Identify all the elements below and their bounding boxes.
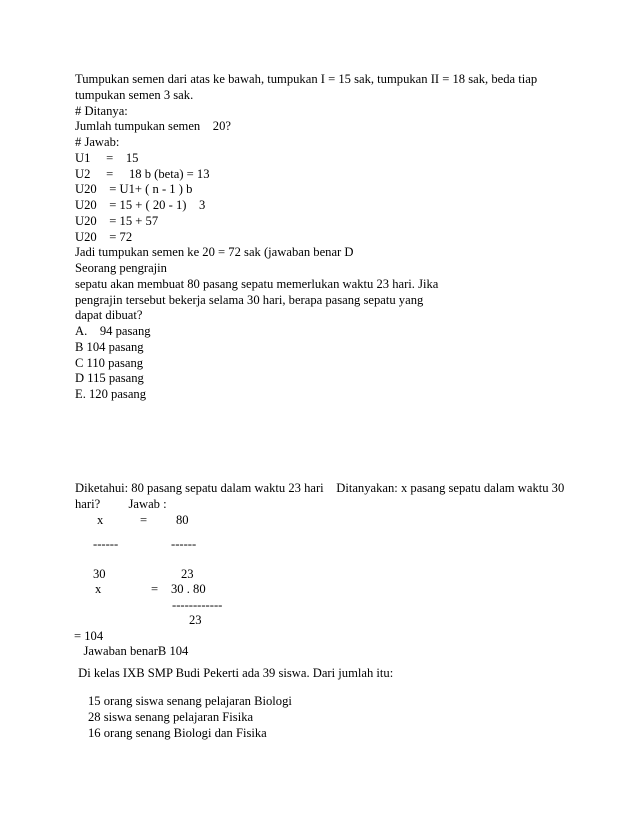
fraction-bar: ------ <box>171 537 197 551</box>
text-line: U20 = 72 <box>75 230 133 244</box>
product-expression: 30 . 80 <box>171 582 206 596</box>
equals-sign: = <box>151 582 159 596</box>
text-line: U20 = U1+ ( n - 1 ) b <box>75 182 193 196</box>
option-d: D 115 pasang <box>75 371 144 385</box>
text-line: # Ditanya: <box>75 104 128 118</box>
text-line: Jumlah tumpukan semen 20? <box>75 119 231 133</box>
text-line: Seorang pengrajin <box>75 261 167 275</box>
variable-x: x <box>95 582 102 596</box>
text-line: dapat dibuat? <box>75 308 143 322</box>
value-30: 30 <box>93 567 106 581</box>
text-line: Jadi tumpukan semen ke 20 = 72 sak (jawaban benar D <box>75 245 354 259</box>
final-answer: Jawaban benarB 104 <box>74 644 189 658</box>
given-line: Diketahui: 80 pasang sepatu dalam waktu 23 hari Ditanyakan: x pasang sepatu dalam waktu 30 <box>75 481 565 495</box>
option-e: E. 120 pasang <box>75 387 146 401</box>
value-23: 23 <box>189 613 202 627</box>
list-item: 15 orang siswa senang pelajaran Biologi <box>88 694 292 708</box>
text-line: U2 = 18 b (beta) = 13 <box>75 167 210 181</box>
value-23: 23 <box>181 567 194 581</box>
answer-heading: hari? Jawab : <box>75 497 167 511</box>
value-80: 80 <box>176 513 189 527</box>
text-line: tumpukan semen 3 sak. <box>75 88 194 102</box>
option-a: A. 94 pasang <box>75 324 151 338</box>
list-item: 28 siswa senang pelajaran Fisika <box>88 710 254 724</box>
fraction-bar: ------ <box>93 537 119 551</box>
option-c: C 110 pasang <box>75 356 144 370</box>
option-b: B 104 pasang <box>75 340 144 354</box>
text-line: pengrajin tersebut bekerja selama 30 hari, berapa pasang sepatu yang <box>75 293 424 307</box>
fraction-bar: ------------ <box>172 598 223 612</box>
list-item: 16 orang senang Biologi dan Fisika <box>88 726 267 740</box>
text-line: Tumpukan semen dari atas ke bawah, tumpukan I = 15 sak, tumpukan II = 18 sak, beda tiap <box>75 72 538 86</box>
text-line: U20 = 15 + ( 20 - 1) 3 <box>75 198 206 212</box>
result: = 104 <box>74 629 104 643</box>
text-line: # Jawab: <box>75 135 120 149</box>
text-line: sepatu akan membuat 80 pasang sepatu memerlukan waktu 23 hari. Jika <box>75 277 439 291</box>
variable-x: x <box>97 513 104 527</box>
equals-sign: = <box>140 513 148 527</box>
problem-intro: Di kelas IXB SMP Budi Pekerti ada 39 siswa. Dari jumlah itu: <box>75 666 394 680</box>
text-line: U20 = 15 + 57 <box>75 214 159 228</box>
text-line: U1 = 15 <box>75 151 139 165</box>
